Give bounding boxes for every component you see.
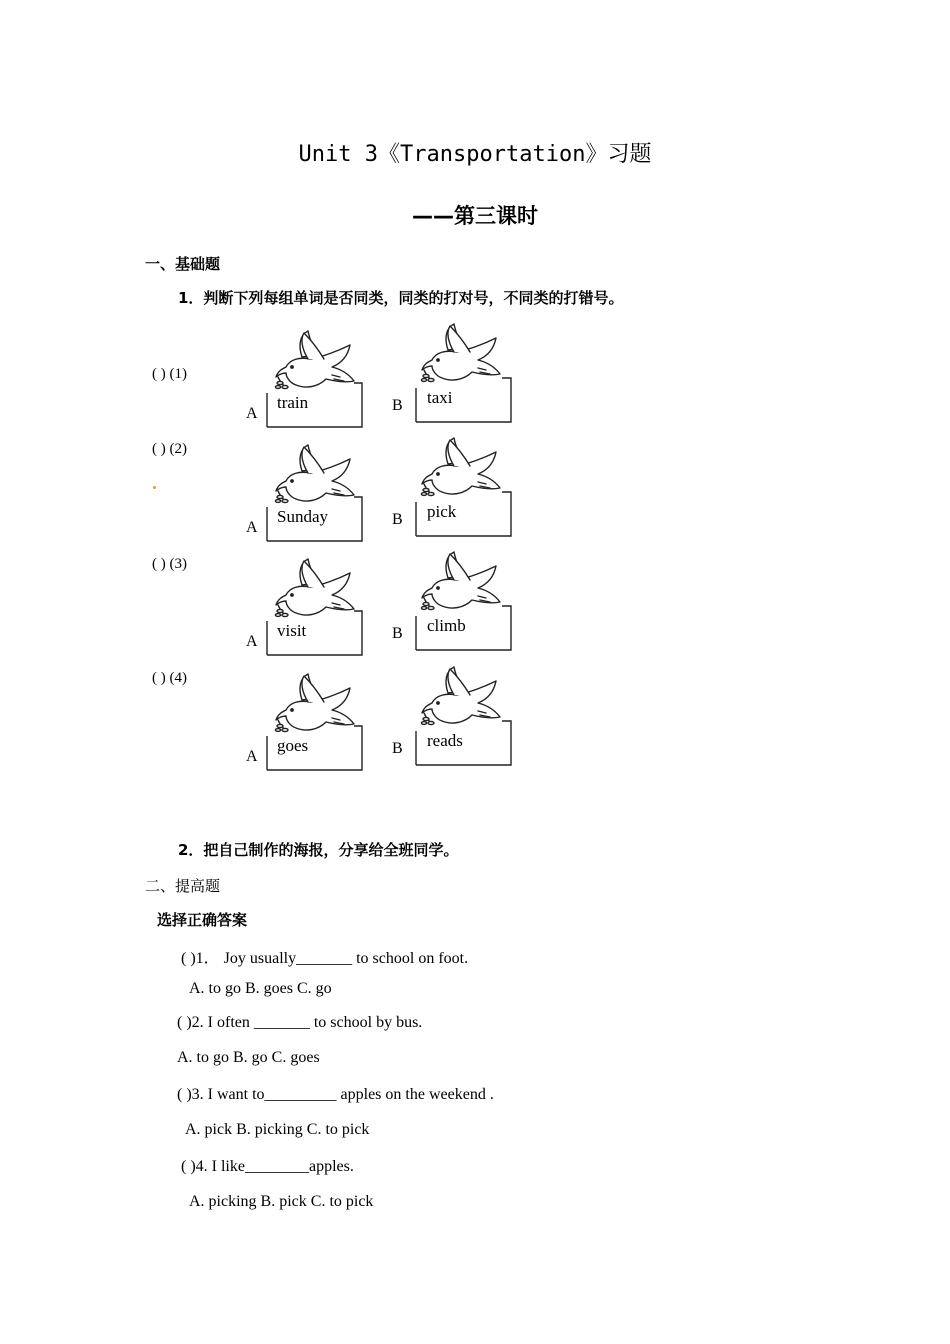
card-word: visit xyxy=(277,621,307,640)
card-word: climb xyxy=(427,616,466,635)
card-letter: A xyxy=(246,519,258,536)
dove-icon xyxy=(390,432,515,542)
mc-options-4: A. picking B. pick C. to pick xyxy=(189,1193,374,1210)
dove-icon xyxy=(244,666,364,776)
card-letter: A xyxy=(246,633,258,650)
item-3-card-a xyxy=(244,551,354,661)
item-1-label: ( ) (1) xyxy=(152,366,187,382)
card-letter: B xyxy=(392,397,403,414)
dove-icon xyxy=(244,437,364,547)
stray-dot xyxy=(153,486,156,489)
page-title: Unit 3《Transportation》习题 xyxy=(298,142,652,167)
mc-question-4: ( )4. I like________apples. xyxy=(181,1158,354,1175)
item-2-card-b xyxy=(390,432,500,542)
card-letter: B xyxy=(392,511,403,528)
card-word: goes xyxy=(277,736,309,755)
item-3-label: ( ) (3) xyxy=(152,556,187,572)
card-letter: A xyxy=(246,748,258,765)
q1-instruction: 1．判断下列每组单词是否同类，同类的打对号，不同类的打错号。 xyxy=(178,289,624,307)
mc-options-3: A. pick B. picking C. to pick xyxy=(185,1121,370,1138)
item-4-label: ( ) (4) xyxy=(152,670,187,686)
q2-instruction: 2．把自己制作的海报，分享给全班同学。 xyxy=(178,841,459,859)
card-word: Sunday xyxy=(277,507,328,526)
item-3-card-b xyxy=(390,546,500,656)
card-letter: B xyxy=(392,740,403,757)
item-2-label: ( ) (2) xyxy=(152,441,187,457)
mc-options-1: A. to go B. goes C. go xyxy=(189,980,332,997)
section2-subheading: 选择正确答案 xyxy=(157,911,248,929)
mc-question-3: ( )3. I want to_________ apples on the weekend . xyxy=(177,1086,494,1103)
dove-icon xyxy=(244,323,364,433)
card-word: train xyxy=(277,393,309,412)
mc-question-1: ( )1． Joy usually_______ to school on foot. xyxy=(181,950,469,967)
dove-icon xyxy=(390,661,515,771)
section2-heading xyxy=(145,875,220,896)
card-word: taxi xyxy=(427,388,453,407)
mc-options-2: A. to go B. go C. goes xyxy=(177,1049,320,1066)
mc-question-2: ( )2. I often _______ to school by bus. xyxy=(177,1014,423,1031)
dove-icon xyxy=(390,546,515,656)
card-letter: B xyxy=(392,625,403,642)
dove-icon xyxy=(244,551,364,661)
card-word: pick xyxy=(427,502,457,521)
item-2-card-a xyxy=(244,437,354,547)
dove-icon xyxy=(390,318,515,428)
item-4-card-b xyxy=(390,661,500,771)
item-1-card-a xyxy=(244,323,354,433)
section1-heading: 一、基础题 xyxy=(145,255,221,273)
card-letter: A xyxy=(246,405,258,422)
page-subtitle: ——第三课时 xyxy=(412,204,538,228)
section2-heading-text: 二、提高题 xyxy=(145,877,221,895)
item-1-card-b xyxy=(390,318,500,428)
item-4-card-a xyxy=(244,666,354,776)
card-word: reads xyxy=(427,731,463,750)
